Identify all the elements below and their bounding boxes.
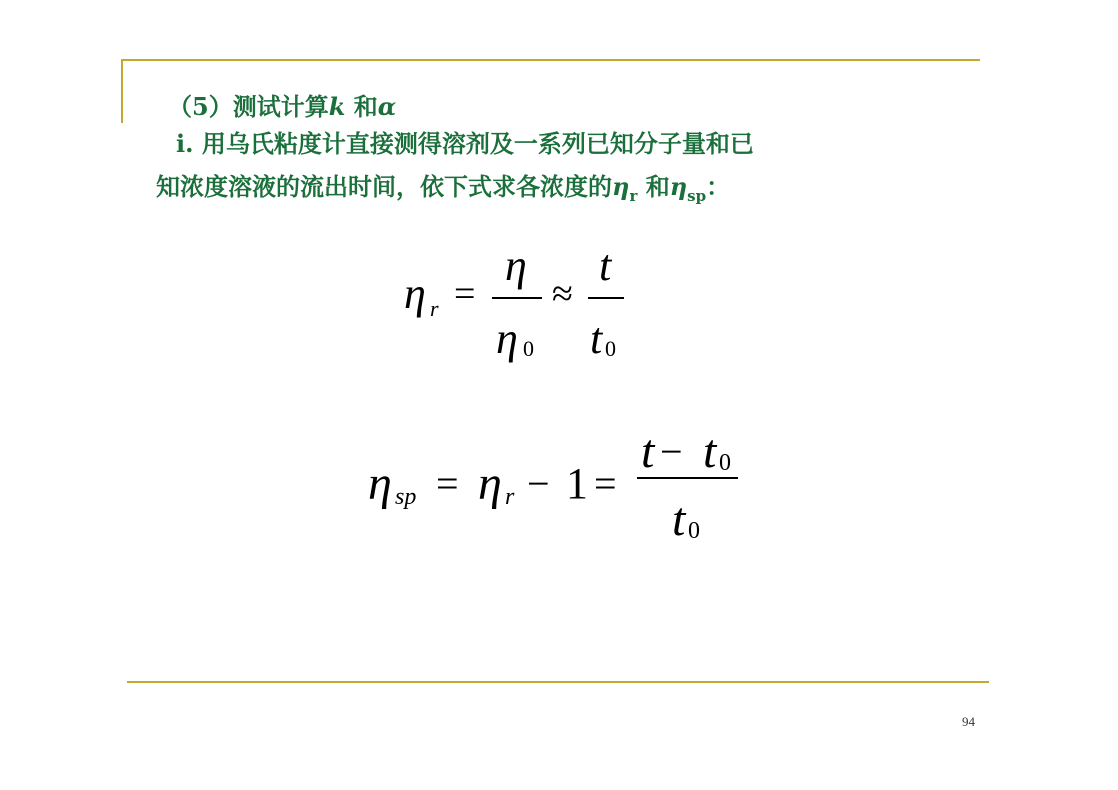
eq2-numerator-t0: t: [703, 425, 717, 478]
eq1-denominator-t: t: [590, 314, 603, 363]
line2-colon: ：: [706, 172, 731, 201]
heading-k: k: [328, 92, 346, 121]
eq2-equals-2: =: [594, 461, 617, 506]
heading-alpha: α: [377, 92, 397, 121]
eq1-numerator-eta: η: [505, 241, 527, 290]
eq1-equals: =: [454, 273, 476, 315]
item-marker: i.: [176, 129, 194, 158]
eq1-sub-r: r: [430, 296, 439, 321]
eq2-numerator-zero: 0: [719, 450, 731, 476]
eq2-denominator-zero: 0: [688, 518, 700, 544]
line1-text: 用乌氏粘度计直接测得溶剂及一系列已知分子量和已: [193, 129, 754, 158]
eq2-fraction-bar: [637, 477, 738, 479]
heading-and: 和: [345, 92, 378, 121]
eq2-sub-r: r: [505, 484, 515, 510]
heading-prefix: （5）测试计算: [168, 92, 329, 121]
line2-and: 和: [637, 172, 670, 201]
eq2-numerator-t: t: [641, 425, 655, 478]
eq1-approx: ≈: [552, 273, 573, 315]
eq2-eta: η: [368, 457, 392, 510]
eq2-sub-sp: sp: [395, 484, 417, 510]
eq2-numerator-minus: −: [660, 429, 683, 474]
eta-sp-symbol: η: [669, 172, 688, 201]
eta-sp-subscript: sp: [687, 187, 707, 205]
eq2-minus: −: [527, 461, 550, 506]
eq1-numerator-t: t: [599, 241, 612, 290]
eq2-eta-r: η: [478, 457, 502, 510]
eq1-denominator-t-zero: 0: [605, 336, 616, 361]
line2-text: 知浓度溶液的流出时间，依下式求各浓度的: [156, 172, 612, 201]
page-number: 94: [962, 714, 975, 729]
eq2-equals-1: =: [436, 461, 459, 506]
eq1-denominator-zero: 0: [523, 336, 534, 361]
eq2-denominator-t: t: [672, 493, 686, 546]
eq2-one: 1: [566, 459, 588, 508]
eq1-denominator-eta: η: [496, 314, 518, 363]
eta-r-subscript: r: [629, 187, 638, 205]
eta-r-symbol: η: [612, 172, 630, 201]
eq1-eta: η: [404, 269, 426, 318]
